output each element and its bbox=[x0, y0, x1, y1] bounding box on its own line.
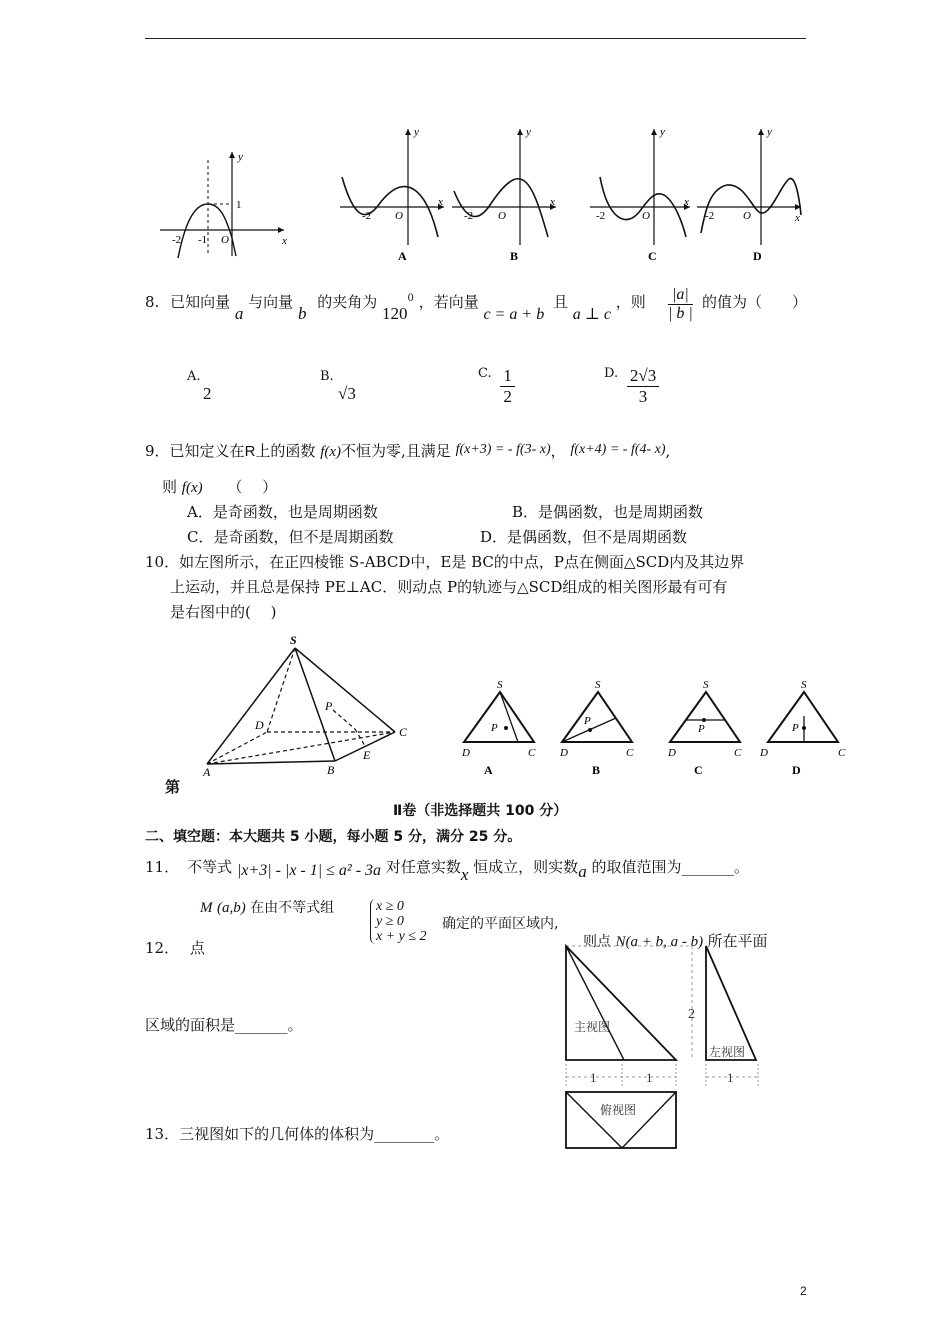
cubic-y-label: y bbox=[238, 151, 243, 163]
tri-d-D: D bbox=[760, 747, 768, 759]
pyramid-A: A bbox=[203, 765, 211, 779]
q9-choice-d: D．是偶函数，但不是周期函数 bbox=[480, 528, 688, 546]
q8-vec-b: b bbox=[297, 304, 307, 323]
q8-angle: 120 bbox=[382, 304, 408, 323]
q13-text: 13．三视图如下的几何体的体积为________。 bbox=[145, 1125, 450, 1143]
tri-b-D: D bbox=[560, 747, 568, 759]
graph-a-x: x bbox=[438, 196, 443, 208]
q12-text-4: 所在平面 bbox=[707, 932, 768, 950]
graph-c-neg2: -2 bbox=[596, 210, 606, 222]
q8-text-1: 已知向量 bbox=[170, 293, 231, 311]
pyramid-figure bbox=[195, 628, 425, 778]
q10-line-1: 10．如左图所示，在正四棱锥 S-ABCD中，E是 BC的中点，P点在侧面△SCD内及其边界 bbox=[145, 553, 745, 571]
q11-text-3: 恒成立，则实数 bbox=[473, 858, 579, 876]
side-view-label: 左视图 bbox=[709, 1045, 746, 1059]
stray-char: 第 bbox=[165, 778, 181, 796]
q12-number: 12． bbox=[145, 939, 180, 957]
header-rule bbox=[145, 38, 806, 39]
q8-vec-a: a bbox=[234, 304, 244, 323]
q11-text-1: 不等式 bbox=[187, 858, 233, 876]
pyramid-S: S bbox=[290, 633, 297, 647]
q9-text-5: （ ） bbox=[227, 478, 278, 496]
q12-sys-3: x + y ≤ 2 bbox=[376, 929, 427, 944]
pyramid-E: E bbox=[363, 748, 371, 762]
q8-text-5: 且 bbox=[552, 293, 568, 311]
q8-text-4: ，若向量 bbox=[418, 293, 479, 311]
q10-line-3: 是右图中的( ) bbox=[170, 603, 277, 621]
graph-option-c bbox=[590, 125, 700, 263]
q8-choice-d-label: D. bbox=[604, 366, 619, 381]
q12-text-3: 则点 bbox=[583, 934, 611, 950]
graph-a-o: O bbox=[395, 210, 403, 222]
q8-degree: 0 bbox=[407, 293, 414, 304]
graph-d-y: y bbox=[767, 126, 772, 138]
tri-b-P: P bbox=[584, 715, 591, 727]
q12-system bbox=[370, 899, 427, 944]
tri-a-P: P bbox=[491, 722, 498, 734]
cubic-neg2-label: -2 bbox=[172, 234, 182, 246]
q8-choice-a-label: A. bbox=[187, 369, 201, 384]
q12-N: N(a + b, a - b) bbox=[615, 934, 704, 950]
q8-perpendicular: a ⊥ c bbox=[572, 306, 611, 323]
q8-text-6: ，则 bbox=[615, 293, 646, 311]
tri-c-P: P bbox=[698, 723, 705, 735]
tri-d-P: P bbox=[792, 722, 799, 734]
q8-vector-sum: c = a + b bbox=[483, 306, 545, 323]
cubic-origin-label: O bbox=[221, 234, 229, 246]
graph-option-b bbox=[452, 125, 562, 263]
tri-c-S: S bbox=[703, 679, 709, 691]
width-label-2: 1 bbox=[646, 1070, 653, 1085]
height-label: 2 bbox=[688, 1007, 695, 1022]
tri-d-label: D bbox=[792, 763, 801, 777]
graph-d-x: x bbox=[795, 212, 800, 224]
q11-text-2: 对任意实数 bbox=[385, 858, 461, 876]
tri-b-C: C bbox=[626, 747, 634, 759]
tri-a-label: A bbox=[484, 763, 493, 777]
tri-c-D: D bbox=[668, 747, 676, 759]
q9-line bbox=[145, 440, 670, 461]
q12-condition bbox=[200, 897, 334, 917]
q9-comma: , bbox=[665, 442, 671, 460]
q8-choice-a bbox=[187, 366, 212, 404]
width-label-3: 1 bbox=[727, 1070, 734, 1085]
q8-text-7: 的值为（ ） bbox=[702, 293, 808, 311]
q8-choice-c bbox=[478, 366, 515, 407]
q9-fx: f(x) bbox=[320, 444, 342, 460]
q8-choice-b-label: B. bbox=[320, 369, 334, 384]
q8-fraction bbox=[668, 286, 693, 323]
tri-d-C: C bbox=[838, 747, 846, 759]
q12-text-5: 区域的面积是_______。 bbox=[145, 1016, 303, 1034]
q12-sys-1: x ≥ 0 bbox=[376, 899, 404, 914]
triangle-option-b bbox=[556, 676, 646, 776]
triangle-option-a bbox=[458, 676, 548, 776]
q11-a: a bbox=[578, 862, 587, 881]
tri-c-label: C bbox=[694, 763, 703, 777]
cubic-graph bbox=[160, 148, 290, 258]
q8-number: 8. bbox=[145, 293, 160, 311]
graph-c-x: x bbox=[684, 196, 689, 208]
graph-d-neg2: -2 bbox=[705, 210, 715, 222]
triangle-option-c bbox=[664, 676, 754, 776]
q12-M: M bbox=[200, 900, 213, 916]
front-view-label: 主视图 bbox=[574, 1020, 611, 1034]
tri-a-C: C bbox=[528, 747, 536, 759]
pyramid-C: C bbox=[399, 725, 408, 739]
tri-c-C: C bbox=[734, 747, 742, 759]
q12-sys-2: y ≥ 0 bbox=[376, 914, 404, 929]
three-views-figure bbox=[560, 942, 810, 1152]
tri-a-S: S bbox=[497, 679, 503, 691]
section2-heading: 二、填空题：本大题共 5 小题，每小题 5 分，满分 25 分。 bbox=[145, 829, 522, 845]
graph-b-label: B bbox=[510, 249, 519, 263]
q8-text-3: 的夹角为 bbox=[317, 293, 378, 311]
q8-choice-d bbox=[604, 366, 659, 407]
tri-a-D: D bbox=[462, 747, 470, 759]
graph-a-neg2: -2 bbox=[362, 210, 372, 222]
graph-option-d bbox=[697, 125, 807, 263]
graph-a-y: y bbox=[414, 126, 419, 138]
q8-frac-numerator: |a| bbox=[668, 286, 693, 305]
top-view-label: 俯视图 bbox=[600, 1103, 637, 1117]
q8-choice-d-num: 2√3 bbox=[627, 366, 659, 387]
q8-choice-b bbox=[320, 366, 356, 404]
q9-R: R bbox=[244, 443, 256, 460]
pyramid-P: P bbox=[325, 699, 333, 713]
q9-text-4: 则 bbox=[162, 478, 178, 496]
q11-inequality: |x+3| - |x - 1| ≤ a² - 3a bbox=[236, 862, 382, 879]
q9-line-2 bbox=[162, 476, 277, 497]
graph-c-y: y bbox=[660, 126, 665, 138]
page-number: 2 bbox=[800, 1284, 807, 1298]
q9-text-3: 不恒为零,且满足 bbox=[341, 442, 451, 460]
graph-b-neg2: -2 bbox=[464, 210, 474, 222]
q11-line bbox=[145, 856, 749, 884]
q9-choice-c: C．是奇函数，但不是周期函数 bbox=[187, 528, 394, 546]
q12-M-coords: (a,b) bbox=[216, 900, 246, 916]
q9-text-2: 上的函数 bbox=[255, 442, 316, 460]
q11-text-4: 的取值范围为_______。 bbox=[591, 858, 749, 876]
q9-fx-2: f(x) bbox=[181, 480, 203, 496]
q12-number-line bbox=[145, 937, 205, 958]
q9-eq2: f(x+4) = - f(4- x) bbox=[570, 442, 666, 457]
q8-choice-c-label: C. bbox=[478, 366, 492, 381]
q9-eq1: f(x+3) = - f(3- x) bbox=[455, 442, 551, 457]
q9-choice-b: B．是偶函数，也是周期函数 bbox=[512, 503, 704, 521]
graph-b-y: y bbox=[526, 126, 531, 138]
q8-frac-denominator: | b | bbox=[668, 305, 693, 322]
pyramid-B: B bbox=[327, 763, 335, 777]
q8-choice-c-den: 2 bbox=[503, 387, 512, 406]
graph-a-label: A bbox=[398, 249, 407, 263]
graph-d-o: O bbox=[743, 210, 751, 222]
graph-d-label: D bbox=[753, 249, 762, 263]
graph-c-label: C bbox=[648, 249, 657, 263]
q9-number: 9． bbox=[145, 442, 170, 460]
q8-text-2: 与向量 bbox=[248, 293, 294, 311]
q12-text-2: 确定的平面区域内, bbox=[442, 916, 559, 932]
graph-b-x: x bbox=[550, 196, 555, 208]
q12-point-word: 点 bbox=[189, 939, 205, 957]
width-label-1: 1 bbox=[590, 1070, 597, 1085]
q11-number: 11． bbox=[145, 858, 180, 876]
tri-d-S: S bbox=[801, 679, 807, 691]
graph-c-o: O bbox=[642, 210, 650, 222]
q9-text-1: 已知定义在 bbox=[169, 442, 245, 460]
section2-title: Ⅱ卷（非选择题共 100 分） bbox=[393, 803, 568, 819]
q11-x: x bbox=[460, 865, 469, 884]
q9-separator: ， bbox=[550, 442, 566, 460]
q8-line bbox=[145, 291, 646, 331]
q8-choice-b-value: √3 bbox=[338, 384, 356, 403]
q8-choice-a-value: 2 bbox=[203, 384, 212, 403]
cubic-neg1-label: -1 bbox=[198, 234, 208, 246]
cubic-x-label: x bbox=[282, 235, 287, 247]
graph-option-a bbox=[340, 125, 450, 263]
graph-b-o: O bbox=[498, 210, 506, 222]
q8-choice-c-num: 1 bbox=[500, 366, 515, 387]
q12-text-1: 在由不等式组 bbox=[250, 900, 335, 916]
cubic-one-label: 1 bbox=[236, 199, 242, 211]
pyramid-D: D bbox=[255, 718, 264, 732]
tri-b-S: S bbox=[595, 679, 601, 691]
tri-b-label: B bbox=[592, 763, 601, 777]
q8-choice-d-den: 3 bbox=[638, 387, 648, 406]
q10-line-2: 上运动，并且总是保持 PE⊥AC．则动点 P的轨迹与△SCD组成的相关图形最有可有 bbox=[170, 578, 728, 596]
q9-choice-a: A．是奇函数，也是周期函数 bbox=[187, 503, 378, 521]
triangle-option-d bbox=[762, 676, 852, 776]
